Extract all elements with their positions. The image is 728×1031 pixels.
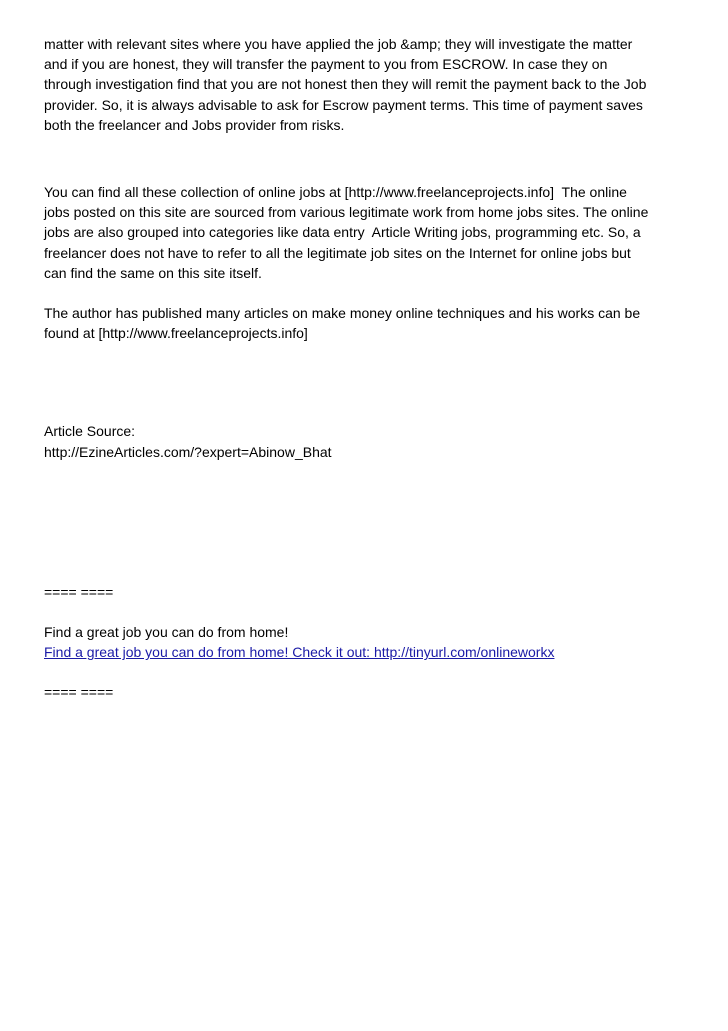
document-page xyxy=(44,34,694,703)
text-line: found at [http://www.freelanceprojects.info] xyxy=(44,325,308,342)
spacer xyxy=(44,602,694,622)
text-line: can find the same on this site itself. xyxy=(44,264,262,281)
paragraph-author xyxy=(44,303,694,343)
article-source-url: http://EzineArticles.com/?expert=Abinow_Bhat xyxy=(44,443,332,460)
text-line: both the freelancer and Jobs provider from risks. xyxy=(44,116,345,133)
separator-text: ==== ==== xyxy=(44,684,114,701)
promo-block xyxy=(44,622,694,662)
text-line: The author has published many articles on make money online techniques and his works can be xyxy=(44,305,641,322)
text-line: You can find all these collection of online jobs at [http://www.freelanceprojects.info] The online xyxy=(44,184,627,201)
text-line: provider. So, it is always advisable to ask for Escrow payment terms. This time of payment saves xyxy=(44,96,643,113)
spacer xyxy=(44,662,694,682)
promo-link[interactable]: Find a great job you can do from home! Check it out: http://tinyurl.com/onlineworkx xyxy=(44,644,555,661)
text-line: jobs posted on this site are sourced from various legitimate work from home jobs sites. The online xyxy=(44,204,649,221)
text-line: jobs are also grouped into categories like data entry Article Writing jobs, programming etc. So, a xyxy=(44,224,641,241)
article-source-label: Article Source: xyxy=(44,423,136,440)
spacer xyxy=(44,343,694,421)
text-line: through investigation find that you are not honest then they will remit the payment back to the Job xyxy=(44,76,647,93)
article-source xyxy=(44,421,694,461)
spacer xyxy=(44,283,694,303)
spacer xyxy=(44,462,694,582)
promo-heading: Find a great job you can do from home! xyxy=(44,624,289,641)
separator-text: ==== ==== xyxy=(44,583,114,600)
paragraph-online-jobs xyxy=(44,182,694,283)
separator-top xyxy=(44,582,694,602)
text-line: freelancer does not have to refer to all the legitimate job sites on the Internet for online jobs but xyxy=(44,244,631,261)
paragraph-escrow xyxy=(44,34,694,135)
spacer xyxy=(44,135,694,182)
text-line: matter with relevant sites where you have applied the job &amp; they will investigate the matter xyxy=(44,36,633,52)
separator-bottom xyxy=(44,682,694,702)
text-line: and if you are honest, they will transfer the payment to you from ESCROW. In case they on xyxy=(44,56,608,73)
